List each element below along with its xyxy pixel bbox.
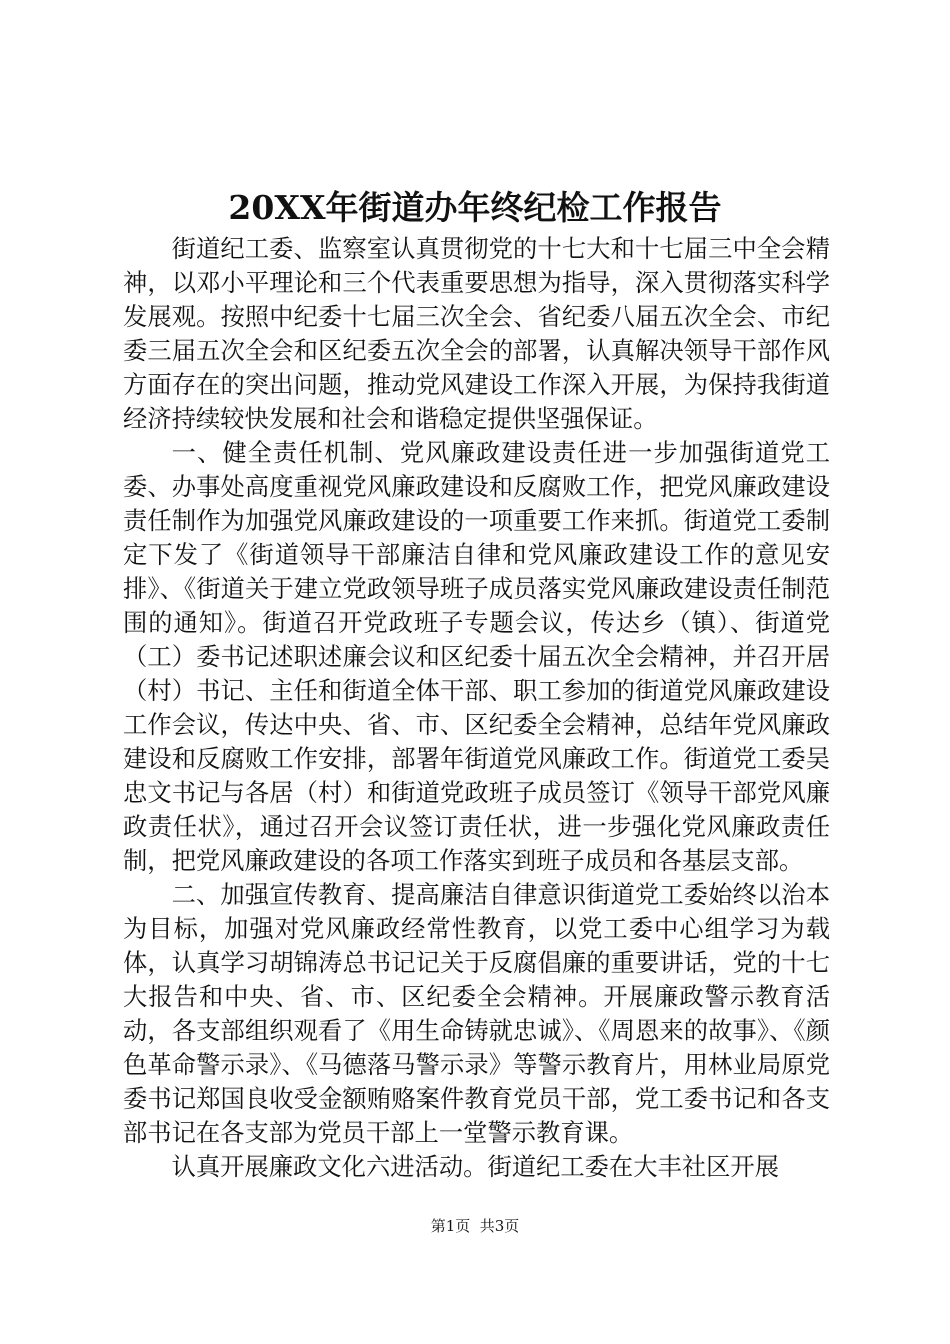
document-body bbox=[123, 232, 830, 1184]
paragraph-continuation: 认真开展廉政文化六进活动。街道纪工委在大丰社区开展 bbox=[171, 1152, 780, 1181]
paragraph-section-two: 二、加强宣传教育、提高廉洁自律意识街道党工委始终以治本为目标，加强对党风廉政经常性教育，以党工委中心组学习为载体，认真学习胡锦涛总书记记关于反腐倡廉的重要讲话，党的十七大报告和中央、省、市、区纪委全会精神。开展廉政警示教育活动，各支部组织观看了《用生命铸就忠诚》、《周恩来的故事》、《颜色革命警示录》、《马德落马警示录》等警示教育片，用林业局原党委书记郑国良收受金额贿赂案件教育党员干部，党工委书记和各支部书记在各支部为党员干部上一堂警示教育课。 bbox=[123, 880, 830, 1147]
document-title: 20XX年街道办年终纪检工作报告 bbox=[228, 188, 722, 227]
page-footer bbox=[0, 1215, 950, 1237]
paragraph-section-one: 一、健全责任机制、党风廉政建设责任进一步加强街道党工委、办事处高度重视党风廉政建设和反腐败工作，把党风廉政建设责任制作为加强党风廉政建设的一项重要工作来抓。街道党工委制定下发了《街道领导干部廉洁自律和党风廉政建设工作的意见安排》、《街道关于建立党政领导班子成员落实党风廉政建设责任制范围的通知》。街道召开党政班子专题会议，传达乡（镇）、街道党（工）委书记述职述廉会议和区纪委十届五次全会精神，并召开居（村）书记、主任和街道全体干部、职工参加的街道党风廉政建设工作会议，传达中央、省、市、区纪委全会精神，总结年党风廉政建设和反腐败工作安排，部署年街道党风廉政工作。街道党工委吴忠文书记与各居（村）和街道党政班子成员签订《领导干部党风廉政责任状》，通过召开会议签订责任状，进一步强化党风廉政责任制，把党风廉政建设的各项工作落实到班子成员和各基层支部。 bbox=[123, 438, 830, 875]
paragraph-intro: 街道纪工委、监察室认真贯彻党的十七大和十七届三中全会精神，以邓小平理论和三个代表重要思想为指导，深入贯彻落实科学发展观。按照中纪委十七届三次全会、省纪委八届五次全会、市纪委三届五次全会和区纪委五次全会的部署，认真解决领导干部作风方面存在的突出问题，推动党风建设工作深入开展，为保持我街道经济持续较快发展和社会和谐稳定提供坚强保证。 bbox=[123, 234, 830, 433]
page-number-label: 第1页 共3页 bbox=[430, 1217, 520, 1235]
